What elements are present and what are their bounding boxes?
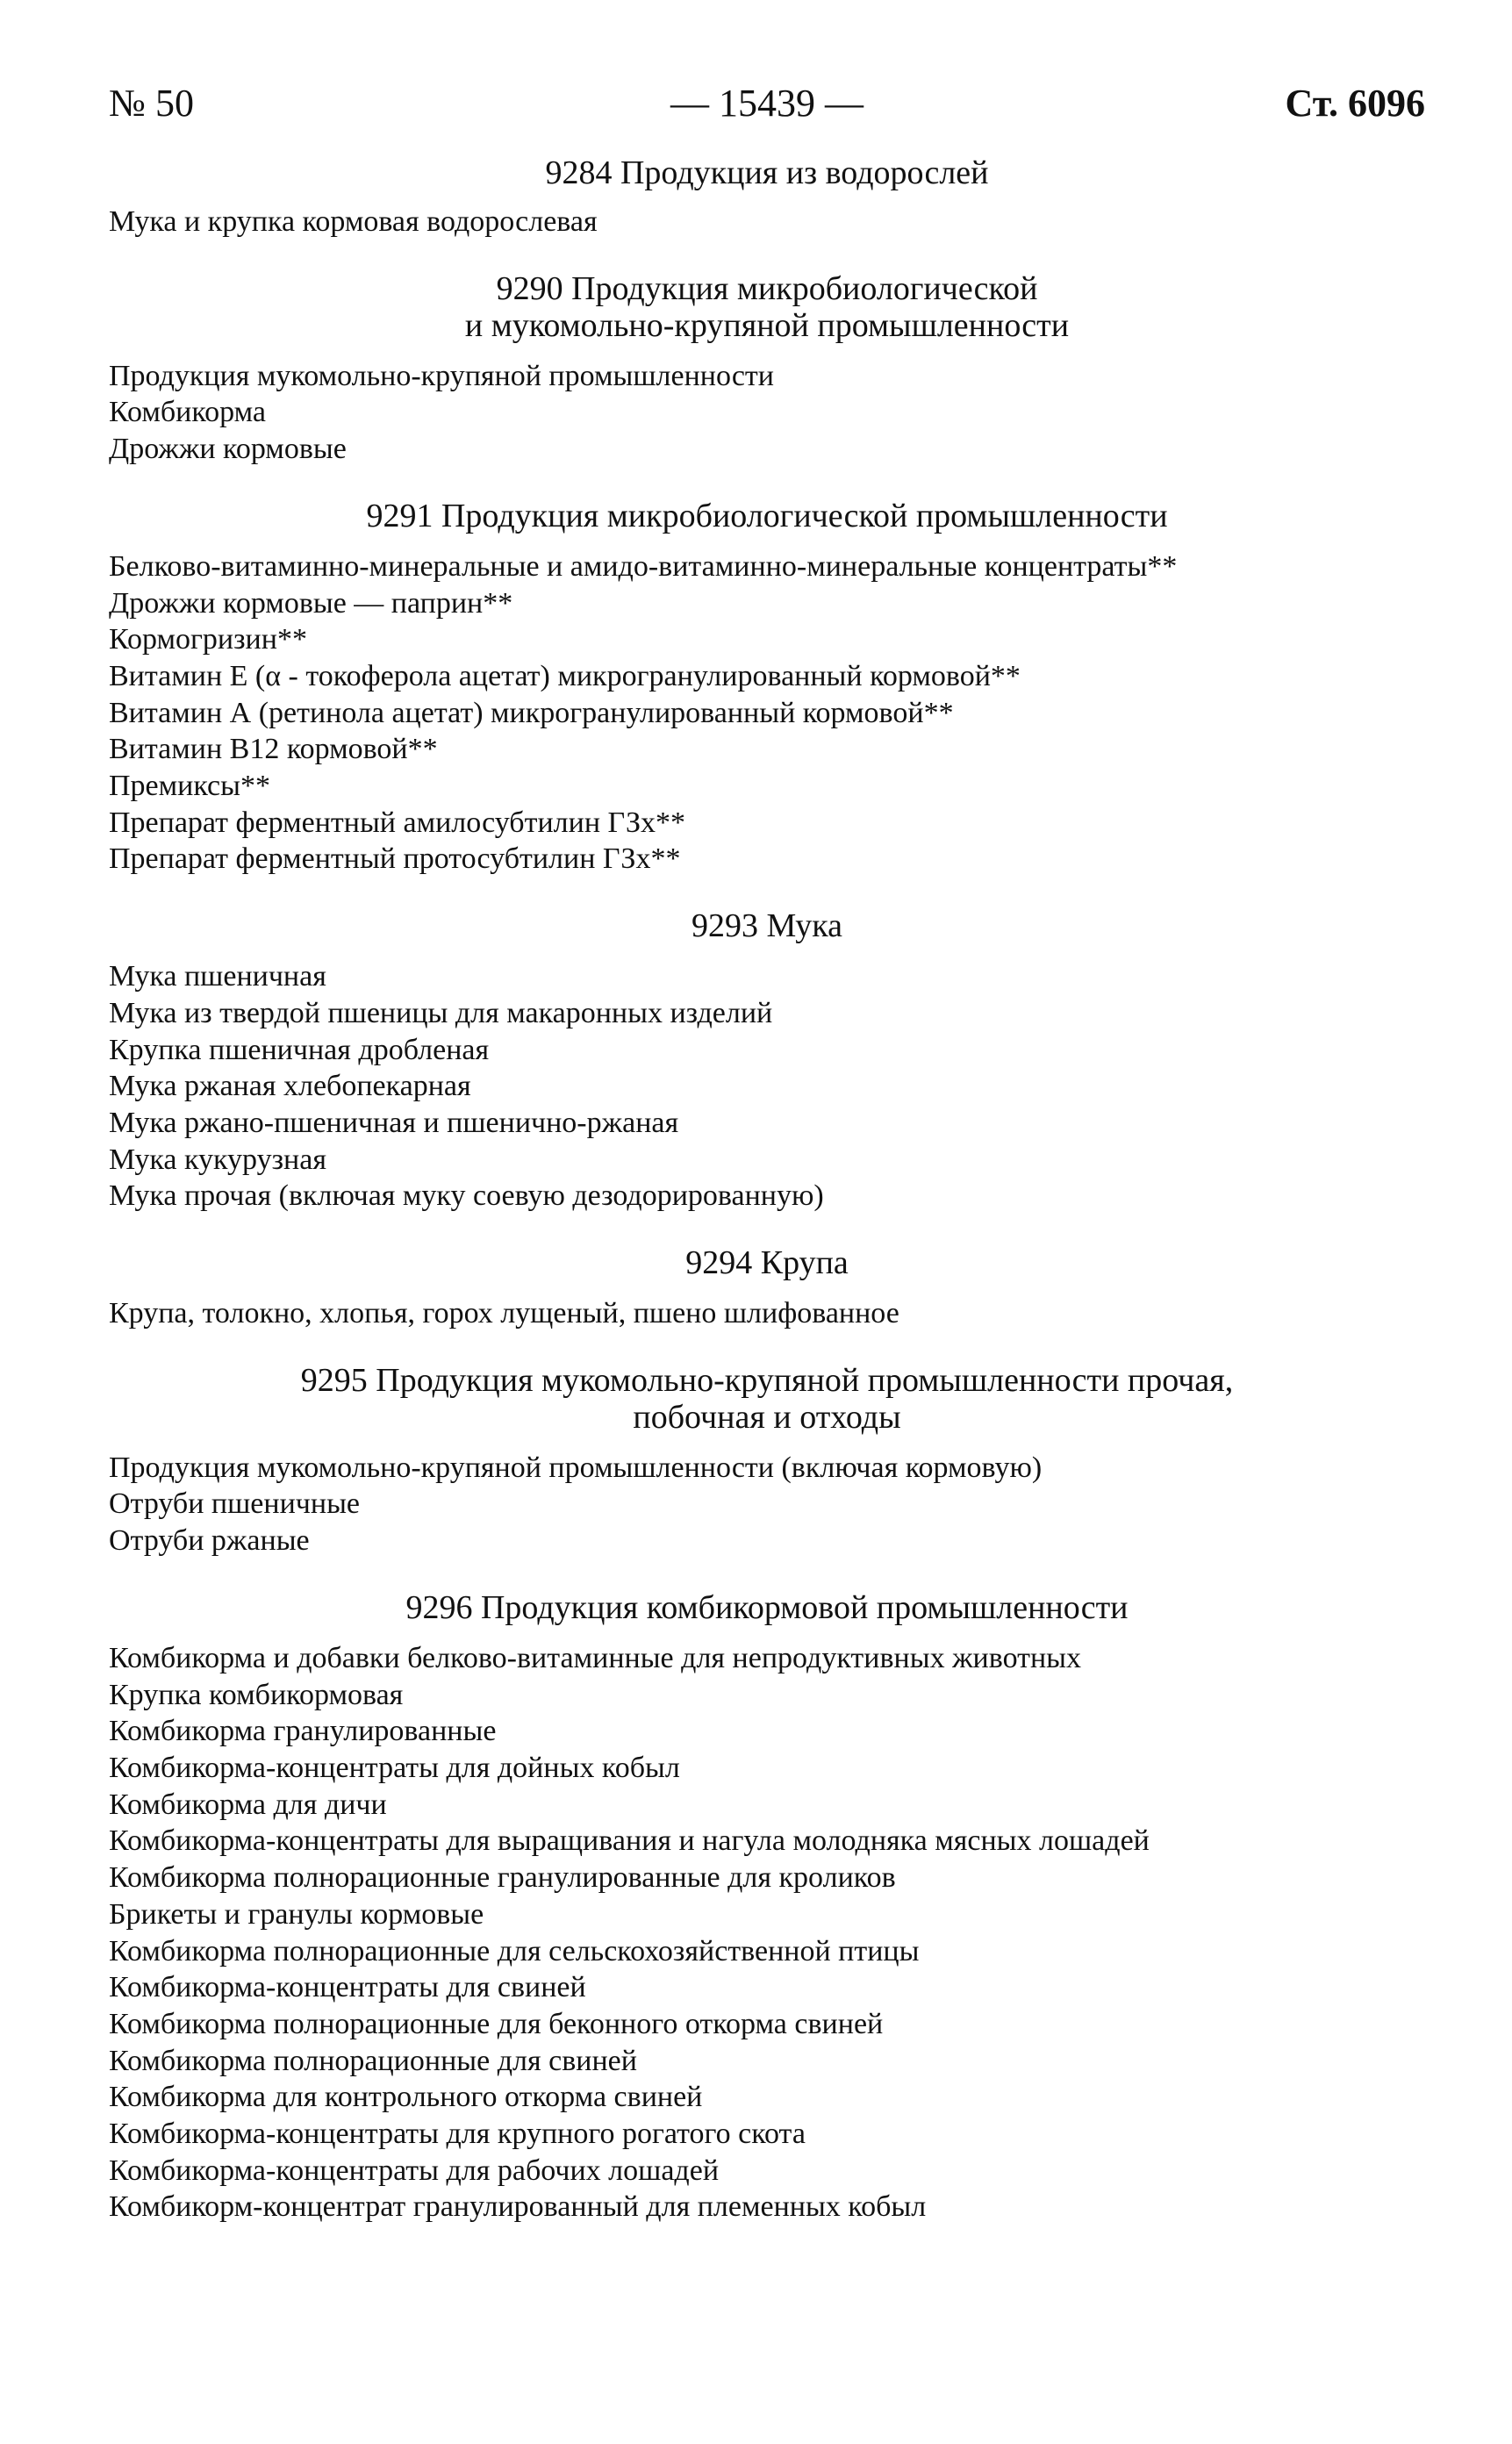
section-9290 xyxy=(109,270,1425,468)
list-item: Мука и крупка кормовая водорослевая xyxy=(109,205,598,238)
list-item: Отруби пшеничные xyxy=(109,1487,361,1521)
list-item: Комбикорма для контрольного откорма свиней xyxy=(109,2081,703,2114)
list-item: Мука прочая (включая муку соевую дезодорированную) xyxy=(109,1179,824,1213)
list-item: Мука кукурузная xyxy=(109,1143,326,1176)
list-item: Белково-витаминно-минеральные и амидо-витаминно-минеральные концентраты** xyxy=(109,549,1178,583)
item-list xyxy=(109,358,1425,468)
section-heading xyxy=(109,907,1425,944)
list-item: Витамин А (ретинола ацетат) микрогранулированный кормовой** xyxy=(109,696,954,729)
list-item: Комбикорма-концентраты для свиней xyxy=(109,1971,586,2004)
list-item: Продукция мукомольно-крупяной промышленности xyxy=(109,359,774,392)
section-heading xyxy=(109,270,1425,344)
list-item: Витамин В12 кормовой** xyxy=(109,733,438,766)
issue-number: № 50 xyxy=(109,82,194,125)
list-item: Комбикорма полнорационные гранулированные для кроликов xyxy=(109,1861,896,1895)
section-heading-line: побочная и отходы xyxy=(633,1398,901,1436)
list-item: Мука ржано-пшеничная и пшенично-ржаная xyxy=(109,1106,679,1139)
list-item: Комбикорма-концентраты для рабочих лошадей xyxy=(109,2154,720,2187)
list-item: Кормогризин** xyxy=(109,623,307,656)
item-list xyxy=(109,204,1425,240)
list-item: Крупка пшеничная дробленая xyxy=(109,1033,490,1066)
section-heading xyxy=(109,1244,1425,1281)
section-heading xyxy=(109,154,1425,191)
list-item: Дрожжи кормовые xyxy=(109,433,347,466)
list-item: Комбикорма гранулированные xyxy=(109,1715,497,1748)
list-item: Комбикорма xyxy=(109,396,266,429)
section-heading-line: 9293 Мука xyxy=(691,907,843,945)
list-item: Крупа, толокно, хлопья, горох лущеный, пшено шлифованное xyxy=(109,1297,899,1330)
section-heading xyxy=(109,498,1425,534)
list-item: Мука пшеничная xyxy=(109,960,326,993)
list-item: Препарат ферментный протосубтилин ГЗх** xyxy=(109,842,681,876)
item-list xyxy=(109,548,1425,878)
list-item: Комбикорма полнорационные для беконного откорма свиней xyxy=(109,2007,884,2040)
item-list xyxy=(109,1295,1425,1332)
list-item: Комбикорма-концентраты для выращивания и нагула молодняка мясных лошадей xyxy=(109,1824,1150,1858)
item-list xyxy=(109,958,1425,1215)
section-9294 xyxy=(109,1244,1425,1332)
list-item: Продукция мукомольно-крупяной промышленности (включая кормовую) xyxy=(109,1451,1043,1484)
document-body xyxy=(109,147,1425,2225)
section-heading xyxy=(109,1362,1425,1436)
section-heading-line: 9290 Продукция микробиологической xyxy=(496,269,1038,307)
list-item: Мука из твердой пшеницы для макаронных изделий xyxy=(109,996,773,1029)
list-item: Отруби ржаные xyxy=(109,1524,310,1558)
section-heading-line: 9296 Продукция комбикормовой промышленности xyxy=(405,1588,1129,1626)
section-9296 xyxy=(109,1589,1425,2225)
section-heading-line: 9294 Крупа xyxy=(685,1244,849,1282)
section-9295 xyxy=(109,1362,1425,1559)
list-item: Крупка комбикормовая xyxy=(109,1678,404,1711)
section-9284 xyxy=(109,154,1425,240)
list-item: Комбикорма полнорационные для сельскохозяйственной птицы xyxy=(109,1934,920,1967)
list-item: Комбикорма для дичи xyxy=(109,1788,387,1821)
section-heading-line: 9295 Продукция мукомольно-крупяной промышленности прочая, xyxy=(300,1361,1234,1399)
list-item: Брикеты и гранулы кормовые xyxy=(109,1897,484,1931)
list-item: Комбикорма-концентраты для дойных кобыл xyxy=(109,1751,680,1784)
list-item: Комбикорма полнорационные для свиней xyxy=(109,2044,637,2077)
section-heading-line: 9291 Продукция микробиологической промышленности xyxy=(366,497,1168,534)
list-item: Дрожжи кормовые — паприн** xyxy=(109,586,513,620)
item-list xyxy=(109,1640,1425,2225)
article-number: Ст. 6096 xyxy=(1285,82,1425,125)
list-item: Мука ржаная хлебопекарная xyxy=(109,1070,471,1103)
item-list xyxy=(109,1450,1425,1559)
list-item: Витамин Е (α - токоферола ацетат) микрогранулированный кормовой** xyxy=(109,659,1021,692)
section-heading-line: 9284 Продукция из водорослей xyxy=(545,154,989,191)
section-9293 xyxy=(109,907,1425,1215)
list-item: Премиксы** xyxy=(109,770,270,803)
list-item: Комбикорма и добавки белково-витаминные для непродуктивных животных xyxy=(109,1641,1082,1674)
page-number: — 15439 — xyxy=(670,82,863,125)
section-9291 xyxy=(109,498,1425,878)
section-heading-line: и мукомольно-крупяной промышленности xyxy=(464,306,1070,344)
section-heading xyxy=(109,1589,1425,1626)
list-item: Препарат ферментный амилосубтилин ГЗх** xyxy=(109,806,686,839)
list-item: Комбикорма-концентраты для крупного рогатого скота xyxy=(109,2118,806,2151)
list-item: Комбикорм-концентрат гранулированный для племенных кобыл xyxy=(109,2190,927,2224)
page-header xyxy=(109,81,1425,133)
